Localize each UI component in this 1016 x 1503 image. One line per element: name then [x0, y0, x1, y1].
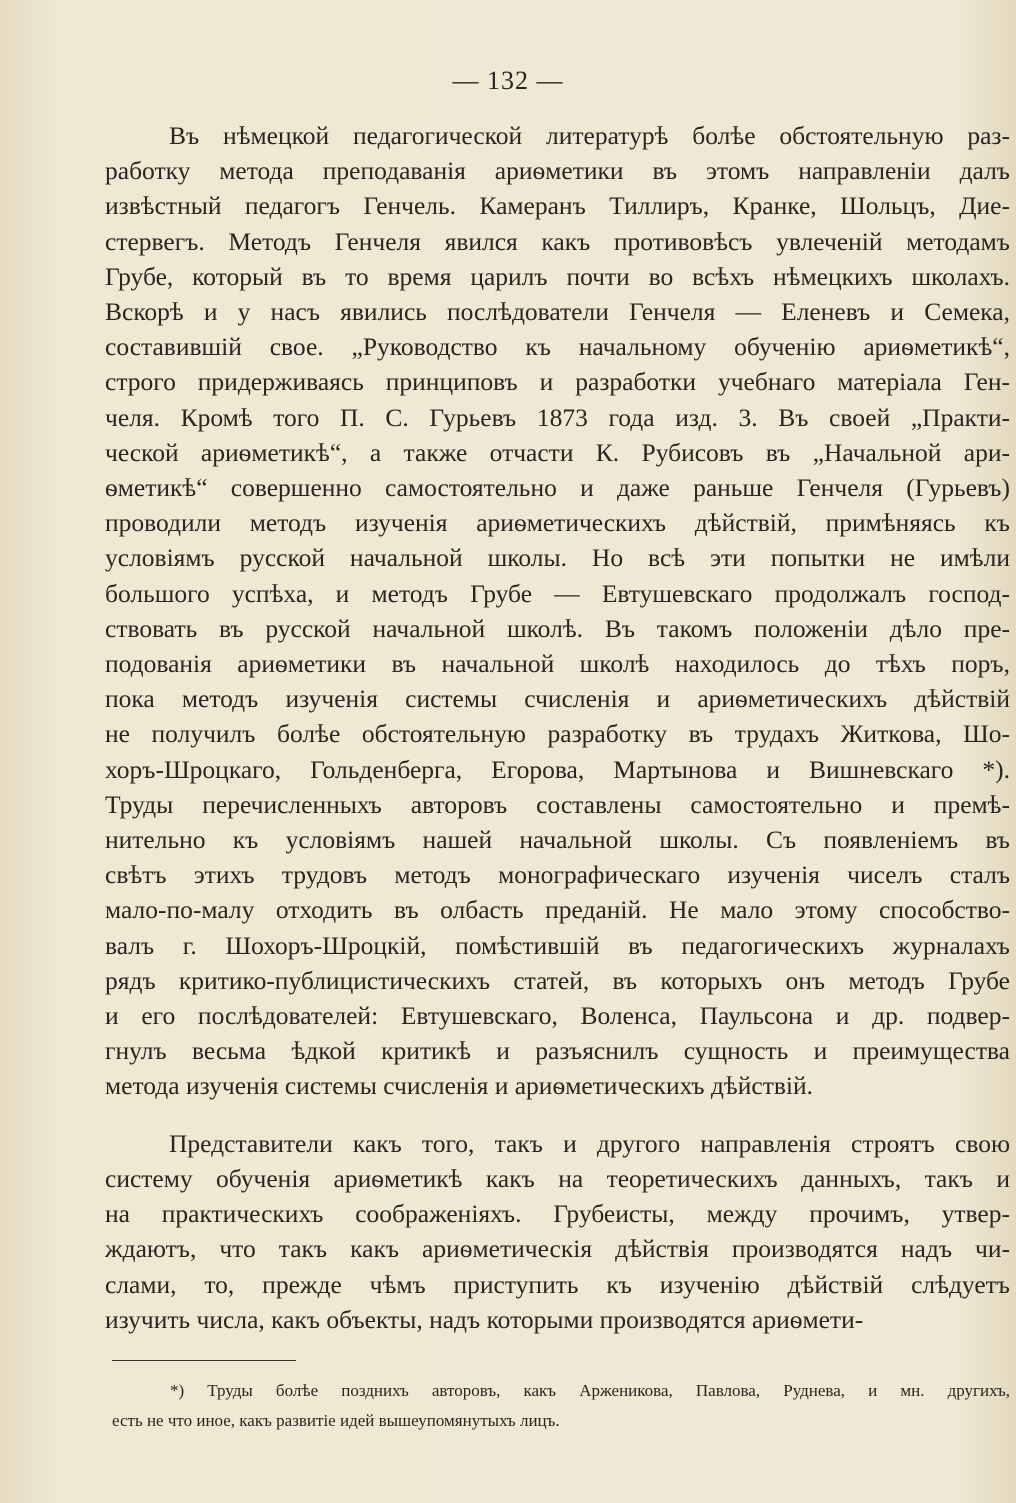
text-line: Труды перечисленныхъ авторовъ составлены самостоятельно и премѣ-	[105, 789, 1010, 819]
text-line: свѣтъ этихъ трудовъ методъ монографическаго изученія чиселъ сталъ	[105, 860, 1010, 890]
text-line: гнулъ весьма ѣдкой критикѣ и разъяснилъ сущность и преимущества	[105, 1036, 1010, 1066]
text-line: пока методъ изученія системы счисленія и ариѳметическихъ дѣйствій	[105, 684, 1010, 714]
text-line: на практическихъ соображеніяхъ. Грубеисты, между прочимъ, утвер-	[105, 1199, 1010, 1229]
text-line: Въ нѣмецкой педагогической литературѣ болѣе обстоятельную раз-	[169, 121, 1010, 150]
text-line: работку метода преподаванія ариѳметики въ этомъ направленіи далъ	[105, 156, 1010, 186]
text-line: нительно къ условіямъ нашей начальной школы. Съ появленіемъ въ	[105, 825, 1010, 855]
text-line: извѣстный педагогъ Генчель. Камеранъ Тиллиръ, Кранке, Шольцъ, Дие-	[105, 191, 1010, 221]
body-text	[105, 118, 1010, 1337]
paragraph-2	[105, 1126, 1010, 1337]
text-line: систему обученія ариѳметикѣ какъ на теоретическихъ данныхъ, такъ и	[105, 1163, 1010, 1193]
text-line: Грубе, который въ то время царилъ почти во всѣхъ нѣмецкихъ школахъ.	[105, 261, 1010, 291]
footnote-line: есть не что иное, какъ развитіе идей вышеупомянутыхъ лицъ.	[112, 1411, 560, 1430]
text-line: валъ г. Шохоръ-Шроцкій, помѣстившій въ педагогическихъ журналахъ	[105, 930, 1010, 960]
text-line: ческой ариѳметикѣ“, а также отчасти К. Рубисовъ въ „Начальной ари-	[105, 437, 1010, 467]
text-line: составившій свое. „Руководство къ начальному обученію ариѳметикѣ“,	[105, 332, 1010, 362]
text-line: рядъ критико-публицистическихъ статей, въ которыхъ онъ методъ Грубе	[105, 965, 1010, 995]
text-line: ѳметикѣ“ совершенно самостоятельно и даже раньше Генчеля (Гурьевъ)	[105, 473, 1010, 503]
text-line: ждаютъ, что такъ какъ ариѳметическія дѣйствія производятся надъ чи-	[105, 1234, 1010, 1264]
text-line: ствовать въ русской начальной школѣ. Въ такомъ положеніи дѣло пре-	[105, 613, 1010, 643]
paragraph-1	[105, 118, 1010, 1104]
text-line: не получилъ болѣе обстоятельную разработку въ трудахъ Житкова, Шо-	[105, 719, 1010, 749]
text-line: подованія ариѳметики въ начальной школѣ находилось до тѣхъ поръ,	[105, 649, 1010, 679]
footnote-line: *) Труды болѣе позднихъ авторовъ, какъ Арженикова, Павлова, Руднева, и мн. другихъ,	[170, 1381, 1010, 1400]
text-line: Вскорѣ и у насъ явились послѣдователи Генчеля — Еленевъ и Семека,	[105, 297, 1010, 327]
text-line: строго придерживаясь принциповъ и разработки учебнаго матеріала Ген-	[105, 367, 1010, 397]
footnote-divider	[112, 1360, 296, 1361]
text-line: условіямъ русской начальной школы. Но всѣ эти попытки не имѣли	[105, 543, 1010, 573]
text-line: слами, то, прежде чѣмъ приступить къ изученію дѣйствій слѣдуетъ	[105, 1269, 1010, 1299]
page-number: — 132 —	[452, 66, 564, 95]
text-line: изучить числа, какъ объекты, надъ которыми производятся ариѳмети-	[105, 1304, 864, 1334]
text-line: Представители какъ того, такъ и другого направленія строятъ свою	[169, 1128, 1010, 1158]
text-line: проводили методъ изученія ариѳметическихъ дѣйствій, примѣняясь къ	[105, 508, 1010, 538]
text-line: метода изученія системы счисленія и ариѳметическихъ дѣйствій.	[105, 1071, 813, 1101]
text-line: челя. Кромѣ того П. С. Гурьевъ 1873 года изд. 3. Въ своей „Практи-	[105, 402, 1010, 432]
text-line: и его послѣдователей: Евтушевскаго, Воленса, Паульсона и др. подвер-	[105, 1001, 1010, 1031]
text-line: мало-по-малу отходить въ олбасть преданій. Не мало этому способство-	[105, 895, 1010, 925]
text-line: стервегъ. Методъ Генчеля явился какъ противовѣсъ увлеченій методамъ	[105, 226, 1010, 256]
text-line: хоръ-Шроцкаго, Гольденберга, Егорова, Мартынова и Вишневскаго *).	[105, 754, 1010, 784]
paragraph-gap	[105, 1104, 1010, 1126]
footnote	[112, 1376, 1010, 1436]
text-line: большого успѣха, и методъ Грубе — Евтушевскаго продолжалъ господ-	[105, 578, 1010, 608]
